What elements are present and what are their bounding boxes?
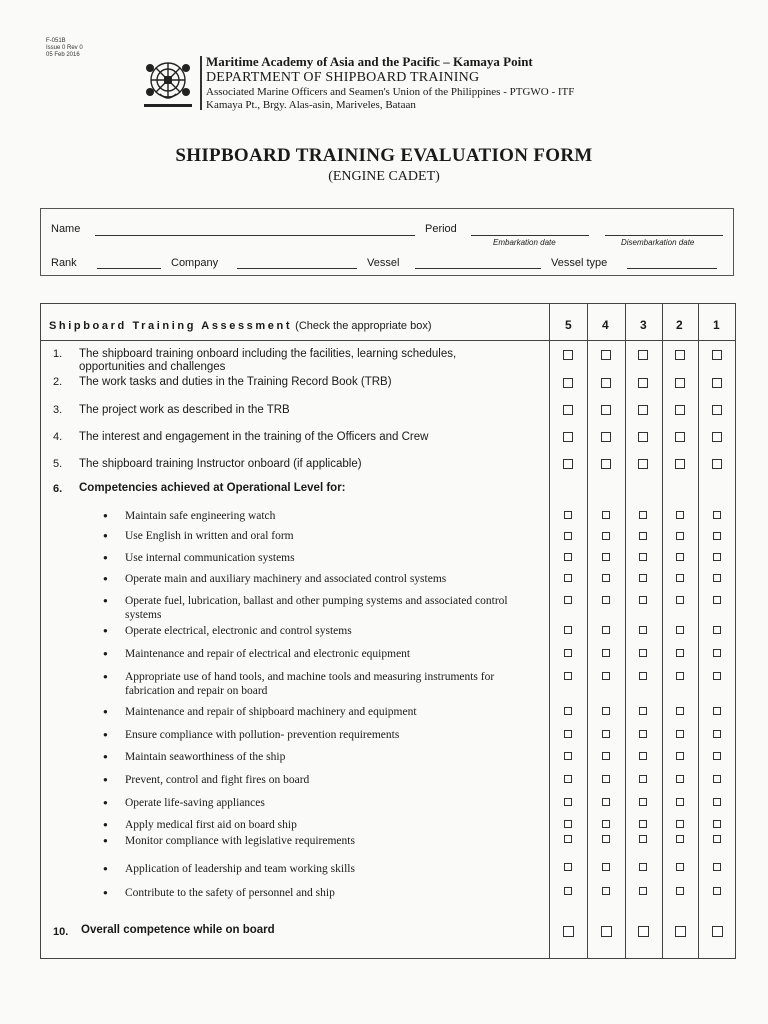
item-4-rating-2-checkbox[interactable]	[675, 432, 685, 442]
competency-13-rating-2-checkbox[interactable]	[676, 798, 684, 806]
bullet-icon: ●	[103, 775, 108, 784]
rank-label: Rank	[51, 257, 77, 269]
competency-10-rating-1-checkbox[interactable]	[713, 730, 721, 738]
competency-text: Operate main and auxiliary machinery and associated control systems	[125, 573, 447, 585]
competency-4-rating-1-checkbox[interactable]	[713, 574, 721, 582]
competency-15-rating-4-checkbox[interactable]	[602, 835, 610, 843]
name-field[interactable]	[95, 223, 415, 236]
competency-2-rating-1-checkbox[interactable]	[713, 532, 721, 540]
bullet-icon: ●	[103, 864, 108, 873]
overall-rating-4-checkbox[interactable]	[601, 926, 612, 937]
competency-6-rating-4-checkbox[interactable]	[602, 626, 610, 634]
competency-text: Operate electrical, electronic and control systems	[125, 625, 352, 637]
competency-8-rating-1-checkbox[interactable]	[713, 672, 721, 680]
form-subtitle: (ENGINE CADET)	[328, 169, 440, 184]
competency-7-rating-3-checkbox[interactable]	[639, 649, 647, 657]
item-5-rating-4-checkbox[interactable]	[601, 459, 611, 469]
embarkation-date-field[interactable]	[471, 223, 589, 236]
disembarkation-date-field[interactable]	[605, 223, 723, 236]
competency-1-rating-5-checkbox[interactable]	[564, 511, 572, 519]
competency-17-rating-3-checkbox[interactable]	[639, 887, 647, 895]
competency-text: Maintenance and repair of electrical and electronic equipment	[125, 648, 411, 660]
competency-text: Maintain safe engineering watch	[125, 510, 276, 522]
bullet-icon: ●	[103, 553, 108, 562]
competency-2-rating-2-checkbox[interactable]	[676, 532, 684, 540]
company-label: Company	[171, 257, 219, 269]
competency-15-rating-3-checkbox[interactable]	[639, 835, 647, 843]
item-number: 4.	[53, 431, 63, 443]
institution-header	[206, 54, 574, 112]
column-divider	[549, 304, 550, 958]
item-4-rating-5-checkbox[interactable]	[563, 432, 573, 442]
item-1-rating-1-checkbox[interactable]	[712, 350, 722, 360]
item-2-rating-5-checkbox[interactable]	[563, 378, 573, 388]
assessment-instruction: (Check the appropriate box)	[295, 320, 432, 332]
header-divider	[200, 56, 202, 110]
competency-text: Maintain seaworthiness of the ship	[125, 751, 286, 763]
vessel-field[interactable]	[415, 256, 541, 269]
name-label: Name	[51, 223, 81, 235]
item-3-rating-2-checkbox[interactable]	[675, 405, 685, 415]
competency-text: Use internal communication systems	[125, 552, 295, 564]
embarkation-date-caption: Embarkation date	[493, 238, 556, 247]
item-2-text: The work tasks and duties in the Training Record Book (TRB)	[79, 376, 392, 388]
rating-header-1: 1	[713, 318, 720, 332]
item-number: 1.	[53, 348, 63, 360]
bullet-icon: ●	[103, 596, 108, 605]
competency-6-rating-5-checkbox[interactable]	[564, 626, 572, 634]
assessment-table	[40, 303, 736, 959]
competency-text: Operate life-saving appliances	[125, 797, 265, 809]
competency-14-rating-5-checkbox[interactable]	[564, 820, 572, 828]
period-label: Period	[425, 223, 457, 235]
competency-9-rating-4-checkbox[interactable]	[602, 707, 610, 715]
competency-6-rating-1-checkbox[interactable]	[713, 626, 721, 634]
item-2-rating-3-checkbox[interactable]	[638, 378, 648, 388]
item-5-rating-5-checkbox[interactable]	[563, 459, 573, 469]
issue-date: 05 Feb 2016	[46, 52, 80, 58]
vessel-type-label: Vessel type	[551, 257, 608, 269]
item-4-rating-1-checkbox[interactable]	[712, 432, 722, 442]
item-number: 10.	[53, 926, 69, 938]
competency-3-rating-3-checkbox[interactable]	[639, 553, 647, 561]
bullet-icon: ●	[103, 626, 108, 635]
competency-heading: Competencies achieved at Operational Level for:	[79, 482, 346, 494]
overall-rating-3-checkbox[interactable]	[638, 926, 649, 937]
item-1-rating-2-checkbox[interactable]	[675, 350, 685, 360]
competency-9-rating-1-checkbox[interactable]	[713, 707, 721, 715]
competency-5-rating-2-checkbox[interactable]	[676, 596, 684, 604]
competency-9-rating-2-checkbox[interactable]	[676, 707, 684, 715]
bullet-icon: ●	[103, 820, 108, 829]
competency-1-rating-4-checkbox[interactable]	[602, 511, 610, 519]
competency-11-rating-4-checkbox[interactable]	[602, 752, 610, 760]
header-divider-line	[41, 340, 735, 341]
competency-5-rating-3-checkbox[interactable]	[639, 596, 647, 604]
document-control-info	[46, 38, 83, 59]
item-number: 6.	[53, 483, 63, 495]
competency-3-rating-5-checkbox[interactable]	[564, 553, 572, 561]
competency-6-rating-3-checkbox[interactable]	[639, 626, 647, 634]
bullet-icon: ●	[103, 707, 108, 716]
competency-13-rating-3-checkbox[interactable]	[639, 798, 647, 806]
competency-11-rating-1-checkbox[interactable]	[713, 752, 721, 760]
competency-3-rating-1-checkbox[interactable]	[713, 553, 721, 561]
competency-6-rating-2-checkbox[interactable]	[676, 626, 684, 634]
competency-10-rating-3-checkbox[interactable]	[639, 730, 647, 738]
competency-13-rating-4-checkbox[interactable]	[602, 798, 610, 806]
item-4-text: The interest and engagement in the training of the Officers and Crew	[79, 431, 429, 443]
competency-2-rating-3-checkbox[interactable]	[639, 532, 647, 540]
competency-10-rating-4-checkbox[interactable]	[602, 730, 610, 738]
disembarkation-date-caption: Disembarkation date	[621, 238, 695, 247]
competency-14-rating-1-checkbox[interactable]	[713, 820, 721, 828]
bullet-icon: ●	[103, 531, 108, 540]
competency-12-rating-1-checkbox[interactable]	[713, 775, 721, 783]
competency-text: Apply medical first aid on board ship	[125, 819, 297, 831]
rating-header-3: 3	[640, 318, 647, 332]
item-4-rating-4-checkbox[interactable]	[601, 432, 611, 442]
competency-5-rating-5-checkbox[interactable]	[564, 596, 572, 604]
competency-4-rating-2-checkbox[interactable]	[676, 574, 684, 582]
competency-16-rating-3-checkbox[interactable]	[639, 863, 647, 871]
bullet-icon: ●	[103, 730, 108, 739]
competency-15-rating-1-checkbox[interactable]	[713, 835, 721, 843]
item-1-rating-4-checkbox[interactable]	[601, 350, 611, 360]
competency-13-rating-1-checkbox[interactable]	[713, 798, 721, 806]
rank-field[interactable]	[97, 256, 161, 269]
competency-15-rating-5-checkbox[interactable]	[564, 835, 572, 843]
item-3-rating-5-checkbox[interactable]	[563, 405, 573, 415]
institution-name: Maritime Academy of Asia and the Pacific – Kamaya Point	[206, 54, 533, 69]
overall-rating-2-checkbox[interactable]	[675, 926, 686, 937]
rating-header-2: 2	[676, 318, 683, 332]
competency-12-rating-3-checkbox[interactable]	[639, 775, 647, 783]
cadet-info-box	[40, 208, 734, 276]
item-number: 2.	[53, 376, 63, 388]
bullet-icon: ●	[103, 649, 108, 658]
competency-12-rating-5-checkbox[interactable]	[564, 775, 572, 783]
competency-16-rating-4-checkbox[interactable]	[602, 863, 610, 871]
bullet-icon: ●	[103, 836, 108, 845]
competency-17-rating-4-checkbox[interactable]	[602, 887, 610, 895]
assessment-header	[49, 320, 432, 332]
bullet-icon: ●	[103, 574, 108, 583]
competency-text: Prevent, control and fight fires on board	[125, 774, 310, 786]
competency-2-rating-4-checkbox[interactable]	[602, 532, 610, 540]
competency-11-rating-3-checkbox[interactable]	[639, 752, 647, 760]
competency-5-rating-1-checkbox[interactable]	[713, 596, 721, 604]
overall-rating-5-checkbox[interactable]	[563, 926, 574, 937]
competency-4-rating-5-checkbox[interactable]	[564, 574, 572, 582]
competency-16-rating-1-checkbox[interactable]	[713, 863, 721, 871]
item-1-rating-3-checkbox[interactable]	[638, 350, 648, 360]
item-number: 3.	[53, 404, 63, 416]
competency-3-rating-2-checkbox[interactable]	[676, 553, 684, 561]
form-code: F-051B	[46, 38, 66, 44]
bullet-icon: ●	[103, 752, 108, 761]
overall-competence-text: Overall competence while on board	[81, 924, 275, 936]
competency-12-rating-2-checkbox[interactable]	[676, 775, 684, 783]
competency-7-rating-2-checkbox[interactable]	[676, 649, 684, 657]
competency-8-rating-3-checkbox[interactable]	[639, 672, 647, 680]
competency-text: Application of leadership and team working skills	[125, 863, 355, 875]
competency-17-rating-2-checkbox[interactable]	[676, 887, 684, 895]
competency-15-rating-2-checkbox[interactable]	[676, 835, 684, 843]
competency-4-rating-3-checkbox[interactable]	[639, 574, 647, 582]
competency-11-rating-2-checkbox[interactable]	[676, 752, 684, 760]
column-divider	[698, 304, 699, 958]
column-divider	[662, 304, 663, 958]
competency-text: Contribute to the safety of personnel and ship	[125, 887, 335, 899]
competency-7-rating-4-checkbox[interactable]	[602, 649, 610, 657]
competency-14-rating-3-checkbox[interactable]	[639, 820, 647, 828]
competency-5-rating-4-checkbox[interactable]	[602, 596, 610, 604]
competency-text: Appropriate use of hand tools, and machine tools and measuring instruments for fabrication and repair on board	[125, 671, 495, 697]
item-3-rating-1-checkbox[interactable]	[712, 405, 722, 415]
item-2-rating-4-checkbox[interactable]	[601, 378, 611, 388]
competency-17-rating-1-checkbox[interactable]	[713, 887, 721, 895]
bullet-icon: ●	[103, 888, 108, 897]
competency-14-rating-4-checkbox[interactable]	[602, 820, 610, 828]
rating-header-5: 5	[565, 318, 572, 332]
competency-7-rating-5-checkbox[interactable]	[564, 649, 572, 657]
competency-13-rating-5-checkbox[interactable]	[564, 798, 572, 806]
competency-17-rating-5-checkbox[interactable]	[564, 887, 572, 895]
competency-text: Monitor compliance with legislative requirements	[125, 835, 355, 847]
item-2-rating-2-checkbox[interactable]	[675, 378, 685, 388]
competency-9-rating-5-checkbox[interactable]	[564, 707, 572, 715]
competency-16-rating-5-checkbox[interactable]	[564, 863, 572, 871]
bullet-icon: ●	[103, 672, 108, 681]
bullet-icon: ●	[103, 511, 108, 520]
item-3-rating-4-checkbox[interactable]	[601, 405, 611, 415]
competency-8-rating-5-checkbox[interactable]	[564, 672, 572, 680]
competency-9-rating-3-checkbox[interactable]	[639, 707, 647, 715]
competency-3-rating-4-checkbox[interactable]	[602, 553, 610, 561]
competency-2-rating-5-checkbox[interactable]	[564, 532, 572, 540]
item-2-rating-1-checkbox[interactable]	[712, 378, 722, 388]
competency-10-rating-5-checkbox[interactable]	[564, 730, 572, 738]
item-3-text: The project work as described in the TRB	[79, 404, 290, 416]
amosup-logo-icon	[138, 54, 198, 110]
rating-header-4: 4	[602, 318, 609, 332]
item-1-rating-5-checkbox[interactable]	[563, 350, 573, 360]
vessel-type-field[interactable]	[627, 256, 717, 269]
company-field[interactable]	[237, 256, 357, 269]
bullet-icon: ●	[103, 798, 108, 807]
overall-rating-1-checkbox[interactable]	[712, 926, 723, 937]
item-5-rating-1-checkbox[interactable]	[712, 459, 722, 469]
item-5-rating-3-checkbox[interactable]	[638, 459, 648, 469]
item-number: 5.	[53, 458, 63, 470]
item-5-text: The shipboard training Instructor onboard (if applicable)	[79, 458, 362, 470]
issue-revision: Issue 0 Rev 0	[46, 45, 83, 51]
item-3-rating-3-checkbox[interactable]	[638, 405, 648, 415]
department-name: DEPARTMENT OF SHIPBOARD TRAINING	[206, 70, 480, 85]
competency-1-rating-3-checkbox[interactable]	[639, 511, 647, 519]
competency-text: Operate fuel, lubrication, ballast and other pumping systems and associated control systems	[125, 595, 508, 621]
competency-4-rating-4-checkbox[interactable]	[602, 574, 610, 582]
association-name: Associated Marine Officers and Seamen's Union of the Philippines - PTGWO - ITF	[206, 86, 575, 98]
item-5-rating-2-checkbox[interactable]	[675, 459, 685, 469]
assessment-heading: Shipboard Training Assessment	[49, 320, 293, 332]
item-1-text: The shipboard training onboard including the facilities, learning schedules, opportunities and challenges	[79, 348, 457, 373]
competency-text: Maintenance and repair of shipboard machinery and equipment	[125, 706, 417, 718]
vessel-label: Vessel	[367, 257, 400, 269]
competency-1-rating-2-checkbox[interactable]	[676, 511, 684, 519]
competency-8-rating-4-checkbox[interactable]	[602, 672, 610, 680]
competency-1-rating-1-checkbox[interactable]	[713, 511, 721, 519]
competency-10-rating-2-checkbox[interactable]	[676, 730, 684, 738]
address: Kamaya Pt., Brgy. Alas-asin, Mariveles, Bataan	[206, 99, 416, 111]
competency-7-rating-1-checkbox[interactable]	[713, 649, 721, 657]
competency-text: Use English in written and oral form	[125, 530, 294, 542]
competency-16-rating-2-checkbox[interactable]	[676, 863, 684, 871]
competency-14-rating-2-checkbox[interactable]	[676, 820, 684, 828]
item-4-rating-3-checkbox[interactable]	[638, 432, 648, 442]
competency-12-rating-4-checkbox[interactable]	[602, 775, 610, 783]
column-divider	[625, 304, 626, 958]
competency-11-rating-5-checkbox[interactable]	[564, 752, 572, 760]
form-title: SHIPBOARD TRAINING EVALUATION FORM	[175, 145, 593, 166]
column-divider	[587, 304, 588, 958]
competency-text: Ensure compliance with pollution- prevention requirements	[125, 729, 400, 741]
competency-8-rating-2-checkbox[interactable]	[676, 672, 684, 680]
